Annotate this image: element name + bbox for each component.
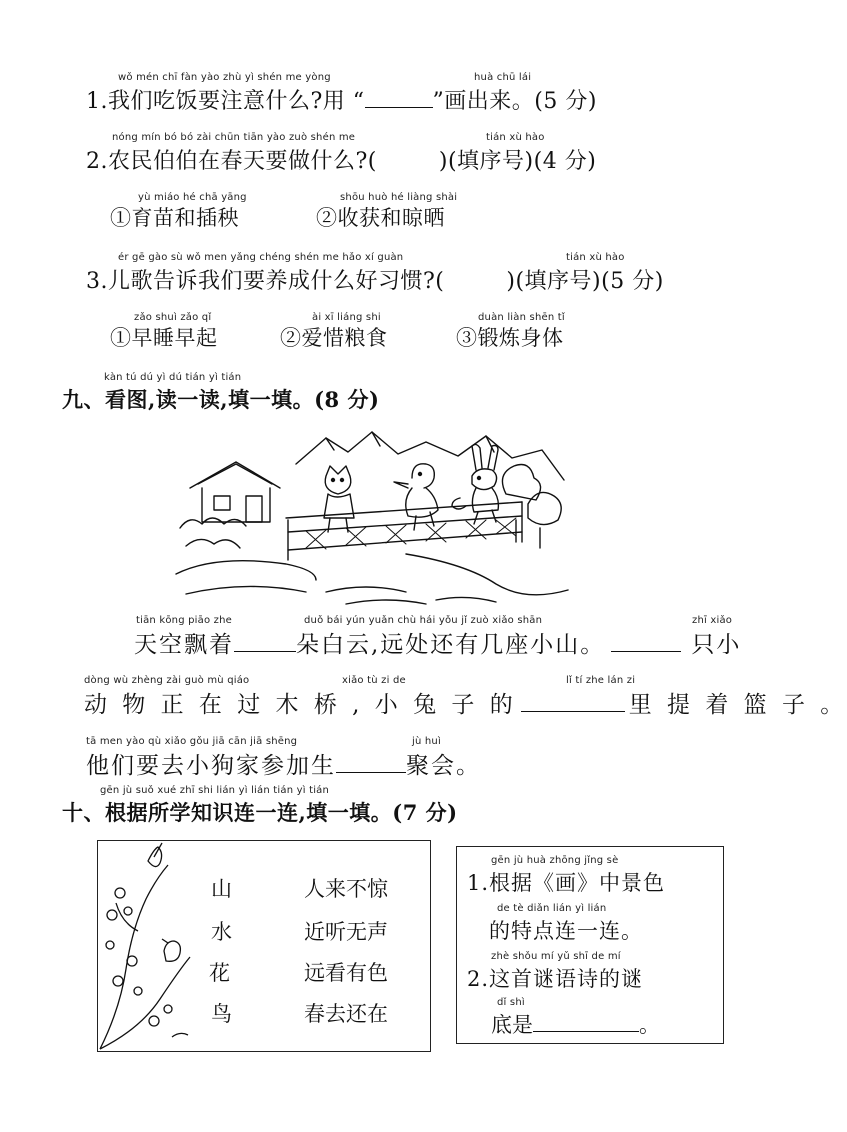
question-box bbox=[456, 846, 724, 1044]
q2-opt2-pinyin: shōu huò hé liàng shài bbox=[340, 192, 458, 203]
rabbit-figure bbox=[452, 444, 498, 524]
s9-l1-a: 天空飘着 bbox=[134, 632, 234, 658]
q3-option-3: ③锻炼身体 bbox=[456, 326, 564, 350]
bridge-scene-illustration bbox=[176, 424, 568, 606]
left-bushes bbox=[180, 518, 246, 528]
s9-l2-pinyin-c: lǐ tí zhe lán zi bbox=[566, 675, 636, 686]
right-bank bbox=[406, 554, 568, 595]
q1-text bbox=[86, 84, 597, 115]
s9-blank-4[interactable] bbox=[336, 752, 406, 773]
s9-l2-pinyin-b: xiǎo tù zi de bbox=[342, 675, 406, 686]
s9-l1-b: 朵白云,远处还有几座小山。 bbox=[296, 632, 606, 658]
house-wall bbox=[202, 488, 270, 522]
s9-l3-pinyin-b: jù huì bbox=[412, 736, 441, 747]
s9-blank-1[interactable] bbox=[234, 631, 296, 652]
q2-option-1: ①育苗和插秧 bbox=[110, 206, 239, 230]
q3-text bbox=[86, 264, 664, 295]
house-roof bbox=[198, 464, 272, 484]
s10-q1-text: 1.根据《画》中景色 bbox=[467, 871, 666, 895]
q3-pinyin: ér gē gào sù wǒ men yǎng chéng shén me hǎo xí guàn bbox=[118, 252, 404, 263]
s9-l2-pinyin-a: dòng wù zhèng zài guò mù qiáo bbox=[84, 675, 250, 686]
duck-figure bbox=[394, 464, 438, 530]
s9-pinyin: kàn tú dú yì dú tián yì tián bbox=[104, 372, 242, 383]
s10-pinyin: gēn jù suǒ xué zhī shi lián yì lián tián yì tián bbox=[100, 785, 330, 796]
q2-option-2: ②收获和晾晒 bbox=[316, 206, 445, 230]
s9-title: 九、看图,读一读,填一填。(8 分) bbox=[62, 387, 380, 412]
right-phrase-3[interactable]: 远看有色 bbox=[304, 961, 388, 985]
s9-line2 bbox=[84, 686, 847, 719]
q1-text-a: 1.我们吃饭要注意什么?用 “ bbox=[86, 89, 365, 114]
left-word-4[interactable]: 鸟 bbox=[211, 1002, 232, 1026]
q3-option-1: ①早睡早起 bbox=[110, 326, 218, 350]
s9-blank-3[interactable] bbox=[521, 691, 625, 712]
s9-l3-pinyin-a: tā men yào qù xiǎo gǒu jiā cān jiā shēng bbox=[86, 736, 298, 747]
water-ripples bbox=[326, 587, 496, 604]
q2-pinyin: nóng mín bó bó zài chūn tiān yào zuò shén me bbox=[112, 132, 356, 143]
s9-l2-a: 动 物 正 在 过 木 桥 , 小 兔 子 的 bbox=[84, 692, 517, 718]
q1-text-b: ”画出来。(5 分) bbox=[432, 89, 597, 114]
q2-pinyin-b: tián xù hào bbox=[486, 132, 545, 143]
q1-pinyin-b: huà chū lái bbox=[474, 72, 532, 83]
q3-opt2-pinyin: ài xī liáng shi bbox=[312, 312, 381, 323]
right-phrase-4[interactable]: 春去还在 bbox=[304, 1002, 388, 1026]
s10-q1-pinyin: gēn jù huà zhōng jǐng sè bbox=[491, 855, 619, 866]
s10-q2-pinyin: zhè shǒu mí yǔ shī de mí bbox=[491, 951, 621, 962]
right-phrase-2[interactable]: 近听无声 bbox=[304, 920, 388, 944]
q3-option-2: ②爱惜粮食 bbox=[280, 326, 388, 350]
s10-q2b-end: 。 bbox=[639, 1013, 660, 1037]
q3-pinyin-b: tián xù hào bbox=[566, 252, 625, 263]
branch-bird-illustration bbox=[98, 841, 198, 1051]
left-word-1[interactable]: 山 bbox=[211, 877, 232, 901]
basket bbox=[452, 498, 466, 509]
q1-pinyin: wǒ mén chī fàn yào zhù yì shén me yòng bbox=[118, 72, 331, 83]
s9-l2-b: 里 提 着 篮 子 。 bbox=[628, 692, 847, 718]
left-bank bbox=[176, 561, 316, 580]
s10-q2b-pinyin: dǐ shì bbox=[497, 997, 525, 1008]
s9-l3-b: 聚会。 bbox=[406, 753, 481, 779]
s10-title: 十、根据所学知识连一连,填一填。(7 分) bbox=[62, 800, 458, 825]
s10-q2-text: 2.这首谜语诗的谜 bbox=[467, 967, 644, 991]
left-word-2[interactable]: 水 bbox=[211, 920, 232, 944]
s10-q1b-pinyin: de tè diǎn lián yì lián bbox=[497, 903, 607, 914]
bridge-rail-top bbox=[286, 502, 522, 518]
left-word-3[interactable]: 花 bbox=[209, 961, 230, 985]
bridge-rail-bottom bbox=[288, 532, 522, 550]
matching-box bbox=[97, 840, 431, 1052]
cat-figure bbox=[324, 466, 354, 532]
q1-answer-blank[interactable] bbox=[365, 87, 433, 108]
right-phrase-1[interactable]: 人来不惊 bbox=[304, 877, 388, 901]
s9-l1-c: 只小 bbox=[691, 632, 742, 658]
lower-bird bbox=[164, 941, 180, 961]
s10-q2b-text: 底是 bbox=[491, 1013, 533, 1037]
q2-text bbox=[86, 144, 596, 175]
s9-blank-2[interactable] bbox=[611, 631, 681, 652]
q3-text-a: 3.儿歌告诉我们要养成什么好习惯?( bbox=[86, 269, 445, 294]
s9-line1 bbox=[134, 626, 741, 659]
s10-q1b-text: 的特点连一连。 bbox=[489, 919, 643, 943]
s9-l1-pinyin-c: zhī xiǎo bbox=[692, 615, 733, 626]
s9-line3 bbox=[86, 747, 481, 780]
s9-l3-a: 他们要去小狗家参加生 bbox=[86, 753, 336, 779]
s9-l1-pinyin-a: tiān kōng piāo zhe bbox=[136, 615, 233, 626]
q2-text-b: )(填序号)(4 分) bbox=[438, 149, 597, 174]
q2-opt1-pinyin: yù miáo hé chā yāng bbox=[138, 192, 247, 203]
q3-opt3-pinyin: duàn liàn shēn tǐ bbox=[478, 312, 565, 323]
q3-text-b: )(填序号)(5 分) bbox=[506, 269, 664, 294]
s10-q2b-line bbox=[491, 1009, 660, 1039]
q3-opt1-pinyin: zǎo shuì zǎo qǐ bbox=[134, 312, 212, 323]
s10-riddle-answer-blank[interactable] bbox=[533, 1011, 639, 1032]
q2-text-a: 2.农民伯伯在春天要做什么?( bbox=[86, 149, 377, 174]
s9-l1-pinyin-b: duǒ bái yún yuǎn chù hái yǒu jǐ zuò xiǎo shān bbox=[304, 615, 543, 626]
